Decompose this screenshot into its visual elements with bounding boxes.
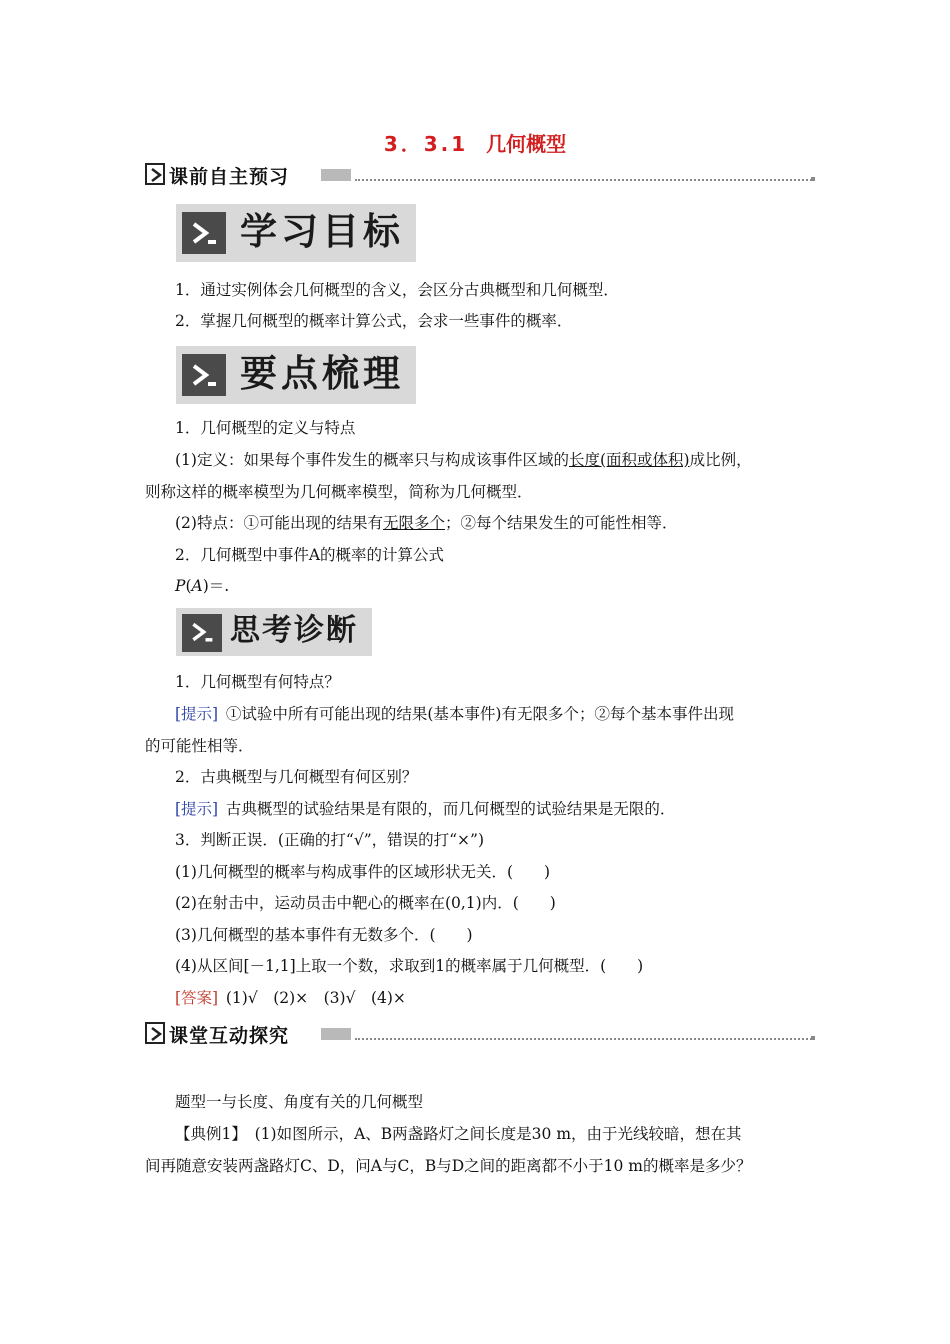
formula-equals: ＝. [208, 577, 230, 595]
example-label: 【典例1】 [175, 1125, 247, 1143]
judge-item: (1)几何概型的概率与构成事件的区域形状无关．( ) [175, 863, 551, 881]
section-rule-end [811, 1036, 815, 1040]
formula-line: P(A)＝. [175, 577, 230, 595]
hint-2 [175, 799, 675, 819]
formula-p: P [175, 577, 186, 595]
judge-item: (4)从区间[－1,1]上取一个数，求取到1的概率属于几何概型．( ) [175, 957, 644, 975]
example-text: (1)如图所示，A、B两盏路灯之间长度是30 m，由于光线较暗，想在其 [254, 1125, 742, 1143]
feature-underlined: 无限多个 [382, 514, 445, 532]
banner-arrow-icon [182, 354, 226, 396]
question-2: 2．古典概型与几何概型有何区别？ [175, 768, 418, 786]
section-header-classroom [145, 1020, 815, 1048]
hint-text: 古典概型的试验结果是有限的，而几何概型的试验结果是无限的． [225, 800, 676, 818]
section-dotted-rule [355, 1038, 815, 1040]
judge-item: (2)在射击中，运动员击中靶心的概率在(0,1)内．( ) [175, 894, 556, 912]
banner-think [176, 608, 372, 656]
definition-text: (1)定义：如果每个事件发生的概率只与构成该事件区域的 [175, 451, 569, 469]
hint-text: ①试验中所有可能出现的结果(基本事件)有无限多个；②每个基本事件出现 [225, 705, 734, 723]
section-arrow-icon [145, 163, 165, 185]
problem-type-heading: 题型一与长度、角度有关的几何概型 [175, 1093, 424, 1111]
example-line-1 [175, 1124, 742, 1144]
definition-line [175, 450, 752, 470]
question-1: 1．几何概型有何特点？ [175, 673, 340, 691]
section-grey-block [321, 169, 351, 181]
section-rule-end [811, 177, 815, 181]
lesson-title-text: 几何概型 [486, 132, 567, 156]
section-dotted-rule [355, 179, 815, 181]
formula-heading: 2．几何概型中事件A的概率的计算公式 [175, 546, 445, 564]
banner-title: 学习目标 [240, 210, 404, 253]
definition-line-2: 则称这样的概率模型为几何概率模型，简称为几何概型． [145, 483, 533, 501]
feature-text: (2)特点：①可能出现的结果有 [175, 514, 383, 532]
answer-line [175, 988, 406, 1008]
goal-item: 1．通过实例体会几何概型的含义，会区分古典概型和几何概型． [175, 281, 619, 299]
answer-text: (1)√ (2)× (3)√ (4)× [225, 989, 406, 1007]
section-grey-block [321, 1028, 351, 1040]
banner-arrow-icon [182, 212, 226, 254]
hint-label: [提示] [175, 800, 219, 818]
hint-label: [提示] [175, 705, 219, 723]
hint-1-line-2: 的可能性相等． [145, 737, 254, 755]
key-point-heading: 1．几何概型的定义与特点 [175, 419, 356, 437]
section-title: 课堂互动探究 [169, 1025, 290, 1047]
section-title: 课前自主预习 [169, 166, 290, 188]
section-header-preview [145, 161, 815, 189]
judge-item: (3)几何概型的基本事件有无数多个．( ) [175, 926, 473, 944]
banner-learning-goals [176, 204, 416, 262]
lesson-title [0, 128, 950, 157]
definition-underlined: 长度(面积或体积) [568, 451, 690, 469]
answer-label: [答案] [175, 989, 219, 1007]
question-3: 3．判断正误．(正确的打“√”，错误的打“×”) [175, 831, 485, 849]
banner-title: 要点梳理 [240, 352, 404, 395]
lesson-number: 3．3.1 [383, 132, 469, 156]
example-line-2: 间再随意安装两盏路灯C、D，问A与C，B与D之间的距离都不小于10 m的概率是多少？ [145, 1157, 752, 1175]
definition-suffix: 成比例， [689, 451, 752, 469]
hint-1-line-1 [175, 704, 734, 724]
feature-suffix: ；②每个结果发生的可能性相等． [444, 514, 678, 532]
goal-item: 2．掌握几何概型的概率计算公式，会求一些事件的概率． [175, 312, 573, 330]
banner-key-points [176, 346, 416, 404]
formula-a: A [191, 577, 203, 595]
banner-arrow-icon [182, 614, 222, 652]
feature-line [175, 513, 678, 533]
banner-title: 思考诊断 [230, 613, 358, 648]
section-arrow-icon [145, 1022, 165, 1044]
